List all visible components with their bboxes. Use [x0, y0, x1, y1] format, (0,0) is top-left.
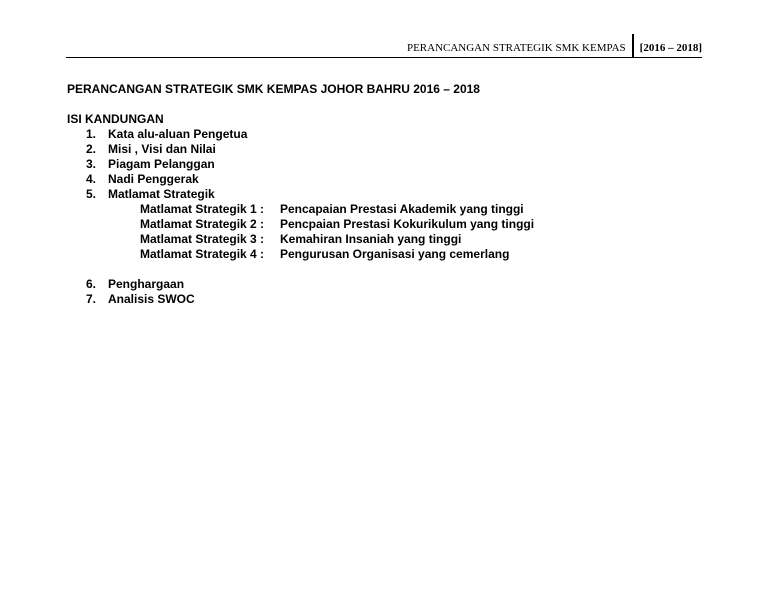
toc-list	[67, 127, 707, 202]
strategy-key: Matlamat Strategik 1 :	[140, 202, 265, 216]
strategy-value: Pencapaian Prestasi Akademik yang tinggi	[280, 202, 524, 216]
document-body	[67, 82, 707, 307]
toc-item-label: Piagam Pelanggan	[108, 157, 215, 171]
strategy-row	[67, 232, 707, 247]
toc-item	[67, 157, 707, 172]
strategy-value: Pengurusan Organisasi yang cemerlang	[280, 247, 510, 261]
strategy-row	[67, 202, 707, 217]
toc-item	[67, 172, 707, 187]
toc-item-label: Matlamat Strategik	[108, 187, 215, 201]
toc-item-number: 1.	[86, 127, 97, 141]
toc-item-number: 5.	[86, 187, 97, 201]
toc-item	[67, 277, 707, 292]
toc-item-label: Misi , Visi dan Nilai	[108, 142, 216, 156]
toc-item-number: 4.	[86, 172, 97, 186]
toc-item-label: Analisis SWOC	[108, 292, 195, 306]
section-spacer	[67, 262, 707, 277]
strategy-row	[67, 247, 707, 262]
toc-item	[67, 142, 707, 157]
toc-item-label: Kata alu-aluan Pengetua	[108, 127, 248, 141]
strategy-row	[67, 217, 707, 232]
toc-list-continued	[67, 277, 707, 307]
toc-item	[67, 127, 707, 142]
document-title: PERANCANGAN STRATEGIK SMK KEMPAS JOHOR BAHRU 2016 – 2018	[67, 82, 480, 96]
toc-item	[67, 292, 707, 307]
strategy-value: Kemahiran Insaniah yang tinggi	[280, 232, 462, 246]
toc-item-number: 6.	[86, 277, 97, 291]
page-header	[407, 34, 702, 58]
header-year: [2016 – 2018]	[639, 42, 702, 54]
toc-item	[67, 187, 707, 202]
header-title: PERANCANGAN STRATEGIK SMK KEMPAS	[406, 42, 626, 54]
toc-heading: ISI KANDUNGAN	[67, 112, 164, 126]
strategy-list	[67, 202, 707, 262]
toc-item-number: 2.	[86, 142, 97, 156]
strategy-key: Matlamat Strategik 3 :	[140, 232, 265, 246]
strategy-key: Matlamat Strategik 2 :	[140, 217, 265, 231]
toc-item-number: 7.	[86, 292, 97, 306]
header-rule	[66, 57, 702, 58]
strategy-key: Matlamat Strategik 4 :	[140, 247, 265, 261]
toc-item-label: Penghargaan	[108, 277, 185, 291]
header-divider	[632, 34, 634, 58]
strategy-value: Pencpaian Prestasi Kokurikulum yang tinggi	[280, 217, 535, 231]
toc-item-label: Nadi Penggerak	[108, 172, 199, 186]
toc-item-number: 3.	[86, 157, 97, 171]
